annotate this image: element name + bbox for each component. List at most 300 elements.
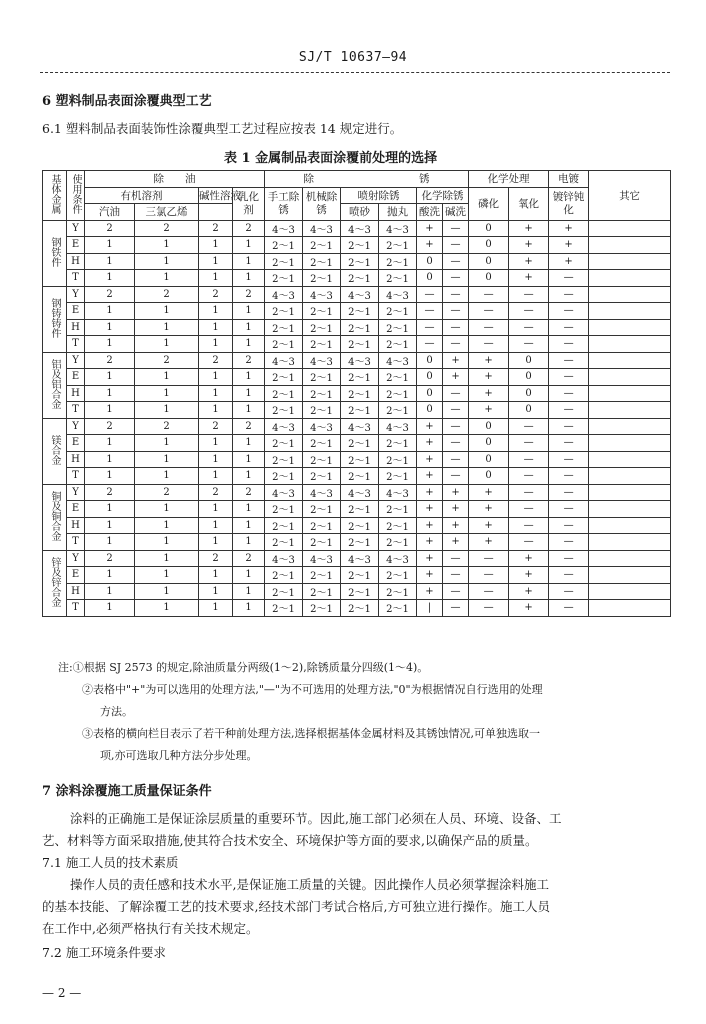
value-cell: 0 — [509, 369, 549, 386]
value-cell: 1 — [85, 600, 135, 617]
value-cell: + — [509, 237, 549, 254]
value-cell: 1 — [85, 336, 135, 353]
value-cell: 2～1 — [303, 303, 341, 320]
value-cell: — — [469, 600, 509, 617]
value-cell: — — [443, 418, 469, 435]
value-cell: 2～1 — [265, 583, 303, 600]
table-row — [43, 303, 671, 320]
value-cell: 2～1 — [379, 385, 417, 402]
value-cell: 1 — [233, 319, 265, 336]
value-cell: 4～3 — [303, 418, 341, 435]
condition-cell: H — [67, 385, 85, 402]
condition-cell: H — [67, 583, 85, 600]
header-rule — [40, 72, 670, 73]
value-cell: 1 — [85, 270, 135, 287]
value-cell: 2～1 — [303, 270, 341, 287]
value-cell: 1 — [199, 517, 233, 534]
section-7-1-para-cont: 的基本技能、了解涂覆工艺的技术要求,经技术部门考试合格后,方可独立进行操作。施工人员 — [42, 899, 550, 914]
value-cell: 2～1 — [265, 517, 303, 534]
value-cell: 1 — [135, 303, 199, 320]
value-cell: + — [417, 418, 443, 435]
value-cell: 1 — [233, 270, 265, 287]
value-cell: 1 — [85, 501, 135, 518]
value-cell: 2～1 — [265, 319, 303, 336]
condition-cell: T — [67, 336, 85, 353]
table-caption: 表 1 金属制品表面涂覆前处理的选择 — [224, 151, 438, 166]
condition-cell: H — [67, 253, 85, 270]
value-cell: 4～3 — [379, 418, 417, 435]
value-cell: 1 — [135, 517, 199, 534]
section-7-1-para-end: 在工作中,必须严格执行有关技术规定。 — [42, 921, 259, 936]
value-cell: 1 — [85, 451, 135, 468]
value-cell: 1 — [199, 583, 233, 600]
value-cell: 4～3 — [265, 418, 303, 435]
value-cell: 2～1 — [341, 501, 379, 518]
header-chem-treatment: 化学处理 — [469, 171, 549, 188]
value-cell: — — [549, 484, 589, 501]
section-7-1-para: 操作人员的责任感和技术水平,是保证施工质量的关键。因此操作人员必须掌握涂料施工 — [70, 877, 549, 892]
value-cell: 2～1 — [303, 336, 341, 353]
value-cell: + — [509, 220, 549, 237]
table-row — [43, 369, 671, 386]
table-row — [43, 534, 671, 551]
other-cell — [589, 600, 671, 617]
value-cell: 2～1 — [341, 336, 379, 353]
value-cell: 2 — [85, 286, 135, 303]
header-oxidation: 氧化 — [509, 187, 549, 220]
value-cell: — — [443, 253, 469, 270]
base-metal-cell: 锌及锌合金 — [43, 550, 67, 616]
value-cell: — — [549, 451, 589, 468]
value-cell: — — [469, 336, 509, 353]
value-cell: + — [417, 534, 443, 551]
value-cell: 1 — [85, 253, 135, 270]
other-cell — [589, 451, 671, 468]
other-cell — [589, 402, 671, 419]
base-metal-cell: 镁合金 — [43, 418, 67, 484]
value-cell: 2 — [233, 352, 265, 369]
value-cell: + — [509, 550, 549, 567]
value-cell: — — [443, 600, 469, 617]
table-row — [43, 385, 671, 402]
value-cell: — — [443, 385, 469, 402]
header-use-condition: 使用条件 — [67, 171, 85, 221]
header-blast-derust: 喷射除锈 — [341, 187, 417, 204]
value-cell: 1 — [199, 534, 233, 551]
condition-cell: E — [67, 369, 85, 386]
value-cell: — — [469, 583, 509, 600]
value-cell: + — [469, 534, 509, 551]
value-cell: — — [549, 352, 589, 369]
value-cell: 1 — [199, 336, 233, 353]
value-cell: 2～1 — [379, 237, 417, 254]
value-cell: 4～3 — [265, 286, 303, 303]
value-cell: 4～3 — [341, 286, 379, 303]
value-cell: 2～1 — [379, 336, 417, 353]
section-7-1-heading: 7.1 施工人员的技术素质 — [42, 855, 179, 870]
value-cell: 1 — [85, 435, 135, 452]
value-cell: — — [509, 418, 549, 435]
value-cell: 2～1 — [341, 600, 379, 617]
value-cell: 2～1 — [379, 402, 417, 419]
value-cell: 2 — [233, 418, 265, 435]
value-cell: 0 — [509, 385, 549, 402]
section-7-heading: 7 涂料涂覆施工质量保证条件 — [42, 784, 212, 799]
value-cell: 2 — [135, 286, 199, 303]
section-7-para-1: 涂料的正确施工是保证涂层质量的重要环节。因此,施工部门必须在人员、环境、设备、工 — [70, 811, 562, 826]
value-cell: 1 — [199, 303, 233, 320]
header-shotblast: 抛丸 — [379, 204, 417, 221]
value-cell: — — [549, 270, 589, 287]
header-plating: 电镀 — [549, 171, 589, 188]
value-cell: 1 — [135, 435, 199, 452]
value-cell: + — [509, 270, 549, 287]
value-cell: 2～1 — [341, 369, 379, 386]
value-cell: 1 — [85, 319, 135, 336]
value-cell: 0 — [417, 253, 443, 270]
value-cell: — — [469, 550, 509, 567]
value-cell: 1 — [199, 270, 233, 287]
value-cell: 1 — [85, 369, 135, 386]
value-cell: 1 — [85, 534, 135, 551]
condition-cell: T — [67, 534, 85, 551]
other-cell — [589, 286, 671, 303]
condition-cell: T — [67, 600, 85, 617]
value-cell: + — [417, 583, 443, 600]
condition-cell: Y — [67, 484, 85, 501]
value-cell: — — [549, 517, 589, 534]
value-cell: — — [509, 517, 549, 534]
value-cell: 1 — [233, 600, 265, 617]
value-cell: 2～1 — [341, 270, 379, 287]
value-cell: + — [417, 501, 443, 518]
value-cell: 2 — [135, 418, 199, 435]
note-3: ③表格的横向栏目表示了若干种前处理方法,选择根据基体金属材料及其锈蚀情况,可单独选取一 — [82, 727, 540, 740]
value-cell: 2～1 — [265, 336, 303, 353]
value-cell: 4～3 — [303, 352, 341, 369]
value-cell: 2～1 — [265, 303, 303, 320]
pretreatment-table — [42, 170, 671, 617]
header-alkali-blank — [199, 204, 233, 221]
value-cell: 0 — [469, 237, 509, 254]
value-cell: 2～1 — [265, 567, 303, 584]
value-cell: 4～3 — [379, 286, 417, 303]
value-cell: 2～1 — [379, 567, 417, 584]
value-cell: 2～1 — [265, 451, 303, 468]
value-cell: 1 — [135, 319, 199, 336]
value-cell: 1 — [135, 402, 199, 419]
value-cell: 2～1 — [303, 385, 341, 402]
value-cell: + — [417, 435, 443, 452]
table-body — [43, 220, 671, 616]
value-cell: 1 — [233, 385, 265, 402]
table-row — [43, 402, 671, 419]
value-cell: 4～3 — [341, 352, 379, 369]
value-cell: 2 — [199, 352, 233, 369]
section-6-heading: 6 塑料制品表面涂覆典型工艺 — [42, 94, 212, 109]
value-cell: — — [443, 468, 469, 485]
value-cell: — — [549, 534, 589, 551]
value-cell: — — [549, 435, 589, 452]
condition-cell: H — [67, 517, 85, 534]
header-sandblast: 喷砂 — [341, 204, 379, 221]
value-cell: 2～1 — [341, 567, 379, 584]
header-emulsifier: 乳化剂 — [233, 187, 265, 220]
value-cell: 2～1 — [341, 451, 379, 468]
other-cell — [589, 385, 671, 402]
value-cell: 4～3 — [341, 550, 379, 567]
value-cell: 2 — [233, 220, 265, 237]
value-cell: 2～1 — [303, 468, 341, 485]
value-cell: + — [417, 237, 443, 254]
value-cell: 2～1 — [379, 303, 417, 320]
value-cell: 0 — [469, 435, 509, 452]
value-cell: + — [443, 534, 469, 551]
condition-cell: Y — [67, 418, 85, 435]
table-row — [43, 583, 671, 600]
condition-cell: H — [67, 451, 85, 468]
table-row — [43, 468, 671, 485]
value-cell: — — [549, 402, 589, 419]
value-cell: 2～1 — [341, 385, 379, 402]
value-cell: 0 — [469, 220, 509, 237]
other-cell — [589, 567, 671, 584]
value-cell: + — [469, 369, 509, 386]
value-cell: 1 — [135, 534, 199, 551]
value-cell: 1 — [233, 253, 265, 270]
value-cell: 1 — [135, 385, 199, 402]
value-cell: 2 — [85, 550, 135, 567]
value-cell: 1 — [85, 567, 135, 584]
condition-cell: Y — [67, 286, 85, 303]
value-cell: 1 — [199, 253, 233, 270]
other-cell — [589, 220, 671, 237]
value-cell: + — [417, 468, 443, 485]
table-row — [43, 435, 671, 452]
value-cell: — — [509, 534, 549, 551]
header-chem-derust: 化学除锈 — [417, 187, 469, 204]
value-cell: + — [443, 517, 469, 534]
value-cell: 4～3 — [303, 550, 341, 567]
value-cell: 2 — [199, 484, 233, 501]
table-row — [43, 517, 671, 534]
value-cell: 2 — [85, 484, 135, 501]
value-cell: — — [469, 286, 509, 303]
value-cell: + — [469, 352, 509, 369]
value-cell: — — [417, 319, 443, 336]
value-cell: 2～1 — [341, 517, 379, 534]
value-cell: 2～1 — [303, 567, 341, 584]
other-cell — [589, 270, 671, 287]
value-cell: 0 — [417, 385, 443, 402]
value-cell: 1 — [199, 468, 233, 485]
value-cell: — — [509, 435, 549, 452]
value-cell: 1 — [233, 583, 265, 600]
value-cell: — — [549, 550, 589, 567]
value-cell: 2～1 — [265, 270, 303, 287]
other-cell — [589, 418, 671, 435]
value-cell: 4～3 — [341, 484, 379, 501]
value-cell: 2～1 — [303, 319, 341, 336]
header-trichloroethylene: 三氯乙烯 — [135, 204, 199, 221]
value-cell: 2～1 — [379, 468, 417, 485]
value-cell: 2 — [233, 484, 265, 501]
value-cell: 1 — [233, 435, 265, 452]
section-7-para-1-cont: 艺、材料等方面采取措施,使其符合技术安全、环境保护等方面的要求,以确保产品的质量。 — [42, 833, 538, 848]
value-cell: 1 — [233, 468, 265, 485]
value-cell: + — [417, 484, 443, 501]
value-cell: 2 — [85, 352, 135, 369]
value-cell: — — [509, 484, 549, 501]
value-cell: 2 — [199, 286, 233, 303]
value-cell: + — [469, 501, 509, 518]
value-cell: 1 — [233, 517, 265, 534]
other-cell — [589, 550, 671, 567]
value-cell: 0 — [417, 402, 443, 419]
value-cell: 1 — [233, 402, 265, 419]
value-cell: 1 — [233, 369, 265, 386]
value-cell: 2～1 — [379, 600, 417, 617]
value-cell: — — [549, 319, 589, 336]
base-metal-cell: 铝及铝合金 — [43, 352, 67, 418]
header-derust: 除 锈 — [265, 171, 469, 188]
value-cell: 4～3 — [265, 352, 303, 369]
value-cell: 2 — [135, 484, 199, 501]
value-cell: 2～1 — [265, 501, 303, 518]
value-cell: 2～1 — [303, 237, 341, 254]
condition-cell: T — [67, 270, 85, 287]
value-cell: — — [443, 336, 469, 353]
value-cell: 2～1 — [265, 402, 303, 419]
value-cell: 2～1 — [379, 534, 417, 551]
condition-cell: Y — [67, 352, 85, 369]
value-cell: 1 — [135, 567, 199, 584]
value-cell: 1 — [85, 583, 135, 600]
value-cell: 2～1 — [341, 583, 379, 600]
value-cell: + — [509, 567, 549, 584]
header-manual-derust: 手工除锈 — [265, 187, 303, 220]
value-cell: + — [469, 402, 509, 419]
value-cell: | — [417, 600, 443, 617]
value-cell: 1 — [199, 385, 233, 402]
value-cell: + — [509, 253, 549, 270]
header-alkali-solution: 碱性溶液 — [199, 187, 233, 204]
value-cell: 2～1 — [379, 583, 417, 600]
condition-cell: E — [67, 237, 85, 254]
value-cell: + — [417, 220, 443, 237]
value-cell: 2～1 — [265, 237, 303, 254]
table-row — [43, 550, 671, 567]
other-cell — [589, 484, 671, 501]
value-cell: — — [469, 567, 509, 584]
condition-cell: Y — [67, 550, 85, 567]
value-cell: 1 — [135, 583, 199, 600]
value-cell: — — [549, 468, 589, 485]
value-cell: + — [509, 600, 549, 617]
value-cell: 1 — [233, 567, 265, 584]
value-cell: 1 — [135, 451, 199, 468]
condition-cell: H — [67, 319, 85, 336]
value-cell: 2～1 — [265, 600, 303, 617]
value-cell: 1 — [233, 501, 265, 518]
note-2-cont: 方法。 — [100, 705, 133, 718]
note-3-cont: 项,亦可选取几种方法分步处理。 — [100, 749, 258, 762]
value-cell: 2 — [85, 418, 135, 435]
value-cell: 2～1 — [341, 303, 379, 320]
value-cell: 1 — [199, 435, 233, 452]
value-cell: + — [549, 253, 589, 270]
header-other: 其它 — [589, 171, 671, 221]
value-cell: 1 — [85, 517, 135, 534]
value-cell: 1 — [135, 550, 199, 567]
value-cell: 2～1 — [341, 435, 379, 452]
value-cell: 0 — [469, 451, 509, 468]
value-cell: 4～3 — [303, 220, 341, 237]
other-cell — [589, 319, 671, 336]
table-row — [43, 253, 671, 270]
value-cell: 2～1 — [341, 253, 379, 270]
value-cell: — — [443, 583, 469, 600]
value-cell: 1 — [199, 600, 233, 617]
header-base-metal: 基体金属 — [43, 171, 67, 221]
value-cell: 2 — [135, 220, 199, 237]
condition-cell: E — [67, 501, 85, 518]
value-cell: 1 — [199, 402, 233, 419]
value-cell: — — [509, 468, 549, 485]
value-cell: 2 — [85, 220, 135, 237]
table-row — [43, 270, 671, 287]
other-cell — [589, 583, 671, 600]
value-cell: — — [509, 451, 549, 468]
value-cell: 2～1 — [379, 369, 417, 386]
condition-cell: T — [67, 468, 85, 485]
other-cell — [589, 501, 671, 518]
value-cell: 1 — [199, 451, 233, 468]
other-cell — [589, 352, 671, 369]
value-cell: 2～1 — [303, 369, 341, 386]
value-cell: — — [443, 270, 469, 287]
value-cell: 1 — [85, 402, 135, 419]
value-cell: — — [469, 303, 509, 320]
value-cell: 1 — [199, 319, 233, 336]
base-metal-cell: 钢铸铸件 — [43, 286, 67, 352]
value-cell: 2～1 — [303, 253, 341, 270]
value-cell: 0 — [469, 253, 509, 270]
value-cell: + — [443, 352, 469, 369]
value-cell: 1 — [135, 369, 199, 386]
table-row — [43, 418, 671, 435]
value-cell: 2～1 — [303, 517, 341, 534]
value-cell: 4～3 — [303, 286, 341, 303]
value-cell: 1 — [135, 237, 199, 254]
value-cell: 1 — [85, 468, 135, 485]
value-cell: 0 — [509, 402, 549, 419]
value-cell: 4～3 — [379, 484, 417, 501]
value-cell: 1 — [199, 369, 233, 386]
value-cell: — — [443, 303, 469, 320]
value-cell: — — [509, 336, 549, 353]
value-cell: — — [509, 286, 549, 303]
value-cell: — — [443, 550, 469, 567]
table-row — [43, 336, 671, 353]
value-cell: 1 — [85, 237, 135, 254]
value-cell: + — [549, 237, 589, 254]
value-cell: — — [549, 567, 589, 584]
note-1: 注:①根据 SJ 2573 的规定,除油质量分两级(1～2),除锈质量分四级(1～4)。 — [58, 661, 429, 674]
value-cell: — — [443, 451, 469, 468]
value-cell: — — [417, 336, 443, 353]
value-cell: — — [443, 319, 469, 336]
